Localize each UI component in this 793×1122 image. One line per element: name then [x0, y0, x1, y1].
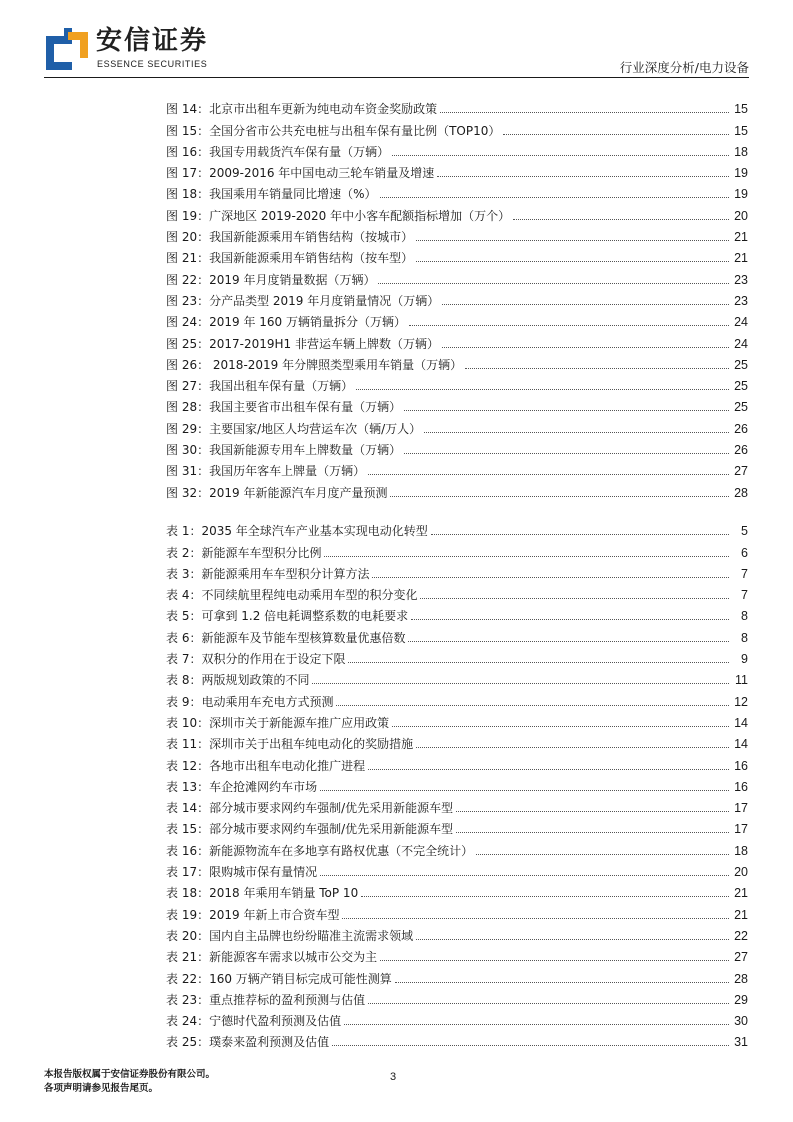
toc-entry-title: 表 22：160 万辆产销目标完成可能性测算	[166, 971, 392, 986]
toc-entry-title: 表 8：两版规划政策的不同	[166, 673, 310, 688]
dot-leader	[416, 240, 729, 241]
toc-entry-page: 21	[734, 251, 748, 266]
dot-leader	[420, 598, 729, 599]
toc-figure-entry[interactable]	[166, 288, 748, 309]
toc-figure-entry[interactable]	[166, 202, 748, 223]
brand-name-cn: 安信证券	[96, 26, 209, 56]
toc-entry-title: 图 26： 2018-2019 年分牌照类型乘用车销量（万辆）	[166, 357, 463, 372]
toc-figure-entry[interactable]	[166, 394, 748, 415]
toc-entry-page: 25	[734, 357, 748, 372]
toc-entry-title: 图 20：我国新能源乘用车销售结构（按城市）	[166, 230, 414, 245]
toc-entry-title: 表 15：部分城市要求网约车强制/优先采用新能源车型	[166, 822, 454, 837]
dot-leader	[416, 747, 729, 748]
toc-entry-title: 图 28：我国主要省市出租车保有量（万辆）	[166, 400, 402, 415]
dot-leader	[465, 368, 729, 369]
toc-figure-entry[interactable]	[166, 415, 748, 436]
toc-entry-page: 15	[734, 102, 748, 117]
toc-figure-entry[interactable]	[166, 479, 748, 500]
toc-figure-entry[interactable]	[166, 224, 748, 245]
toc-entry-title: 图 30：我国新能源专用车上牌数量（万辆）	[166, 443, 402, 458]
dot-leader	[368, 1003, 729, 1004]
toc-table-entry[interactable]	[166, 1008, 748, 1029]
toc-entry-page: 19	[734, 166, 748, 181]
toc-entry-page: 20	[734, 208, 748, 223]
report-section: 行业深度分析/电力设备	[619, 60, 749, 75]
toc-entry-title: 表 12：各地市出租车电动化推广进程	[166, 758, 366, 773]
toc-entry-page: 21	[734, 907, 748, 922]
toc-entry-title: 表 21：新能源客车需求以城市公交为主	[166, 950, 378, 965]
toc-entry-page: 9	[741, 652, 748, 667]
toc-table-entry[interactable]	[166, 944, 748, 965]
dot-leader	[320, 875, 729, 876]
toc-entry-page: 29	[734, 992, 748, 1007]
toc-entry-page: 18	[734, 843, 748, 858]
dot-leader	[409, 325, 729, 326]
toc-entry-title: 表 5：可拿到 1.2 倍电耗调整系数的电耗要求	[166, 609, 409, 624]
toc-entry-page: 28	[734, 485, 748, 500]
dot-leader	[404, 453, 729, 454]
toc-entry-page: 12	[734, 694, 748, 709]
dot-leader	[404, 410, 729, 411]
toc-entry-title: 图 31：我国历年客车上牌量（万辆）	[166, 464, 366, 479]
toc-entry-page: 23	[734, 293, 748, 308]
toc-table-entry[interactable]	[166, 752, 748, 773]
toc-entry-title: 表 3：新能源乘用车车型积分计算方法	[166, 566, 370, 581]
toc-entry-title: 图 16：我国专用载货汽车保有量（万辆）	[166, 144, 390, 159]
dot-leader	[416, 939, 729, 940]
dot-leader	[312, 683, 729, 684]
toc-table-entry[interactable]	[166, 1029, 748, 1050]
page-number: 3	[390, 1071, 397, 1083]
toc-entry-title: 表 24：宁德时代盈利预测及估值	[166, 1014, 342, 1029]
dot-leader	[442, 304, 729, 305]
toc-entry-title: 图 19：广深地区 2019-2020 年中小客车配额指标增加（万个）	[166, 208, 511, 223]
toc-table-entry[interactable]	[166, 667, 748, 688]
dot-leader	[372, 577, 729, 578]
header-divider	[44, 77, 749, 78]
toc-entry-title: 图 23：分产品类型 2019 年月度销量情况（万辆）	[166, 293, 440, 308]
toc-entry-page: 17	[734, 822, 748, 837]
toc-entry-title: 图 25：2017-2019H1 非营运车辆上牌数（万辆）	[166, 336, 439, 351]
toc-entry-page: 7	[741, 566, 748, 581]
toc-entry-title: 表 7：双积分的作用在于设定下限	[166, 652, 346, 667]
dot-leader	[513, 219, 729, 220]
toc-entry-title: 表 20：国内自主品牌也纷纷瞄准主流需求领域	[166, 928, 414, 943]
toc-figure-entry[interactable]	[166, 96, 748, 117]
toc-table-entry[interactable]	[166, 774, 748, 795]
toc-table-entry[interactable]	[166, 603, 748, 624]
toc-table-entry[interactable]	[166, 539, 748, 560]
toc-entry-title: 图 14：北京市出租车更新为纯电动车资金奖励政策	[166, 102, 438, 117]
dot-leader	[395, 982, 729, 983]
toc-entry-title: 图 24：2019 年 160 万辆销量拆分（万辆）	[166, 315, 406, 330]
dot-leader	[380, 197, 730, 198]
dot-leader	[378, 283, 729, 284]
footer-disclaimer	[44, 1068, 215, 1096]
toc-figure-entry[interactable]	[166, 266, 748, 287]
dot-leader	[437, 176, 729, 177]
toc-entry-page: 17	[734, 801, 748, 816]
dot-leader	[416, 261, 729, 262]
toc-figure-entry[interactable]	[166, 437, 748, 458]
toc-table-entry[interactable]	[166, 987, 748, 1008]
toc-entry-title: 图 15：全国分省市公共充电桩与出租车保有量比例（TOP10）	[166, 123, 501, 138]
toc-entry-title: 表 23：重点推荐标的盈利预测与估值	[166, 992, 366, 1007]
toc-table-entry[interactable]	[166, 710, 748, 731]
toc-figure-entry[interactable]	[166, 139, 748, 160]
disclaimer-note: 各项声明请参见报告尾页。	[44, 1083, 159, 1094]
dot-leader	[440, 112, 729, 113]
toc-entry-page: 26	[734, 443, 748, 458]
dot-leader	[442, 347, 729, 348]
brand-name-en: ESSENCE SECURITIES	[97, 59, 208, 69]
toc-entry-page: 8	[741, 609, 748, 624]
toc-entry-title: 表 6：新能源车及节能车型核算数量优惠倍数	[166, 630, 406, 645]
toc-figure-entry[interactable]	[166, 245, 748, 266]
toc-table-entry[interactable]	[166, 561, 748, 582]
toc-entry-page: 22	[734, 928, 748, 943]
toc-entry-page: 21	[734, 230, 748, 245]
toc-entry-title: 表 17：限购城市保有量情况	[166, 865, 318, 880]
toc-table-entry[interactable]	[166, 965, 748, 986]
toc-figure-entry[interactable]	[166, 458, 748, 479]
toc-entry-page: 18	[734, 144, 748, 159]
dot-leader	[320, 790, 729, 791]
dot-leader	[348, 662, 729, 663]
toc-entry-page: 20	[734, 865, 748, 880]
toc-entry-page: 11	[735, 673, 748, 688]
toc-table-entry[interactable]	[166, 646, 748, 667]
toc-figure-entry[interactable]	[166, 117, 748, 138]
toc-entry-page: 28	[734, 971, 748, 986]
toc-entry-title: 表 18：2018 年乘用车销量 ToP 10	[166, 886, 359, 901]
dot-leader	[392, 726, 729, 727]
toc-entry-page: 21	[734, 886, 748, 901]
dot-leader	[342, 918, 729, 919]
toc-entry-page: 16	[734, 779, 748, 794]
essence-logo-icon	[46, 28, 88, 70]
toc-table-entry[interactable]	[166, 518, 748, 539]
toc-entry-page: 26	[734, 421, 748, 436]
dot-leader	[361, 896, 729, 897]
toc-entry-title: 图 22：2019 年月度销量数据（万辆）	[166, 272, 376, 287]
toc-entry-title: 表 25：璞泰来盈利预测及估值	[166, 1035, 330, 1050]
toc-figure-entry[interactable]	[166, 160, 748, 181]
toc-figure-entry[interactable]	[166, 309, 748, 330]
toc-table-entry[interactable]	[166, 795, 748, 816]
dot-leader	[344, 1024, 729, 1025]
toc-entry-page: 5	[741, 524, 748, 539]
dot-leader	[390, 496, 729, 497]
toc-entry-title: 表 9：电动乘用车充电方式预测	[166, 694, 334, 709]
toc-entry-page: 27	[734, 950, 748, 965]
dot-leader	[368, 769, 729, 770]
toc-entry-page: 24	[734, 336, 748, 351]
toc-entry-page: 15	[734, 123, 748, 138]
toc-entry-title: 图 32：2019 年新能源汽车月度产量预测	[166, 485, 388, 500]
dot-leader	[411, 619, 729, 620]
toc-table-entry[interactable]	[166, 816, 748, 837]
toc-table-entry[interactable]	[166, 880, 748, 901]
dot-leader	[431, 534, 729, 535]
dot-leader	[456, 832, 729, 833]
toc-entry-page: 6	[741, 545, 748, 560]
dot-leader	[456, 811, 729, 812]
toc-entry-title: 图 27：我国出租车保有量（万辆）	[166, 379, 354, 394]
toc-figure-entry[interactable]	[166, 181, 748, 202]
toc-table-entry[interactable]	[166, 688, 748, 709]
table-list	[166, 518, 748, 1050]
dot-leader	[503, 134, 729, 135]
toc-entry-page: 19	[734, 187, 748, 202]
toc-table-entry[interactable]	[166, 624, 748, 645]
toc-entry-page: 7	[741, 588, 748, 603]
toc-table-entry[interactable]	[166, 923, 748, 944]
toc-entry-page: 30	[734, 1014, 748, 1029]
dot-leader	[324, 556, 729, 557]
dot-leader	[356, 389, 729, 390]
dot-leader	[336, 705, 729, 706]
toc-entry-title: 表 14：部分城市要求网约车强制/优先采用新能源车型	[166, 801, 454, 816]
dot-leader	[380, 960, 729, 961]
figure-list	[166, 96, 748, 501]
toc-entry-page: 25	[734, 400, 748, 415]
toc-entry-page: 25	[734, 379, 748, 394]
dot-leader	[424, 432, 729, 433]
toc-entry-title: 图 17：2009-2016 年中国电动三轮车销量及增速	[166, 166, 435, 181]
toc-entry-title: 表 13：车企抢滩网约车市场	[166, 779, 318, 794]
toc-entry-title: 表 16：新能源物流车在多地享有路权优惠（不完全统计）	[166, 843, 474, 858]
toc-entry-title: 表 11：深圳市关于出租车纯电动化的奖励措施	[166, 737, 414, 752]
toc-entry-title: 表 2：新能源车车型积分比例	[166, 545, 322, 560]
copyright-note: 本报告版权属于安信证券股份有限公司。	[44, 1069, 216, 1080]
toc-entry-title: 表 1：2035 年全球汽车产业基本实现电动化转型	[166, 524, 428, 539]
dot-leader	[408, 641, 729, 642]
toc-entry-title: 表 10：深圳市关于新能源车推广应用政策	[166, 715, 390, 730]
toc-figure-entry[interactable]	[166, 373, 748, 394]
toc-entry-page: 23	[734, 272, 748, 287]
toc-table-entry[interactable]	[166, 582, 748, 603]
toc-entry-page: 31	[734, 1035, 748, 1050]
dot-leader	[392, 155, 729, 156]
toc-figure-entry[interactable]	[166, 352, 748, 373]
toc-entry-title: 图 21：我国新能源乘用车销售结构（按车型）	[166, 251, 414, 266]
dot-leader	[476, 854, 729, 855]
toc-entry-page: 16	[734, 758, 748, 773]
toc-entry-title: 图 29：主要国家/地区人均营运车次（辆/万人）	[166, 421, 422, 436]
dot-leader	[332, 1045, 729, 1046]
toc-entry-page: 24	[734, 315, 748, 330]
toc-entry-page: 8	[741, 630, 748, 645]
page-header	[0, 0, 793, 80]
toc-table-entry[interactable]	[166, 837, 748, 858]
dot-leader	[368, 474, 729, 475]
toc-entry-page: 14	[734, 737, 748, 752]
toc-table-entry[interactable]	[166, 859, 748, 880]
toc-table-entry[interactable]	[166, 901, 748, 922]
toc-table-entry[interactable]	[166, 731, 748, 752]
toc-entry-page: 27	[734, 464, 748, 479]
toc-figure-entry[interactable]	[166, 330, 748, 351]
toc-entry-title: 表 19：2019 年新上市合资车型	[166, 907, 340, 922]
toc-entry-title: 表 4：不同续航里程纯电动乘用车型的积分变化	[166, 588, 418, 603]
toc-entry-title: 图 18：我国乘用车销量同比增速（%）	[166, 187, 377, 202]
toc-entry-page: 14	[734, 715, 748, 730]
